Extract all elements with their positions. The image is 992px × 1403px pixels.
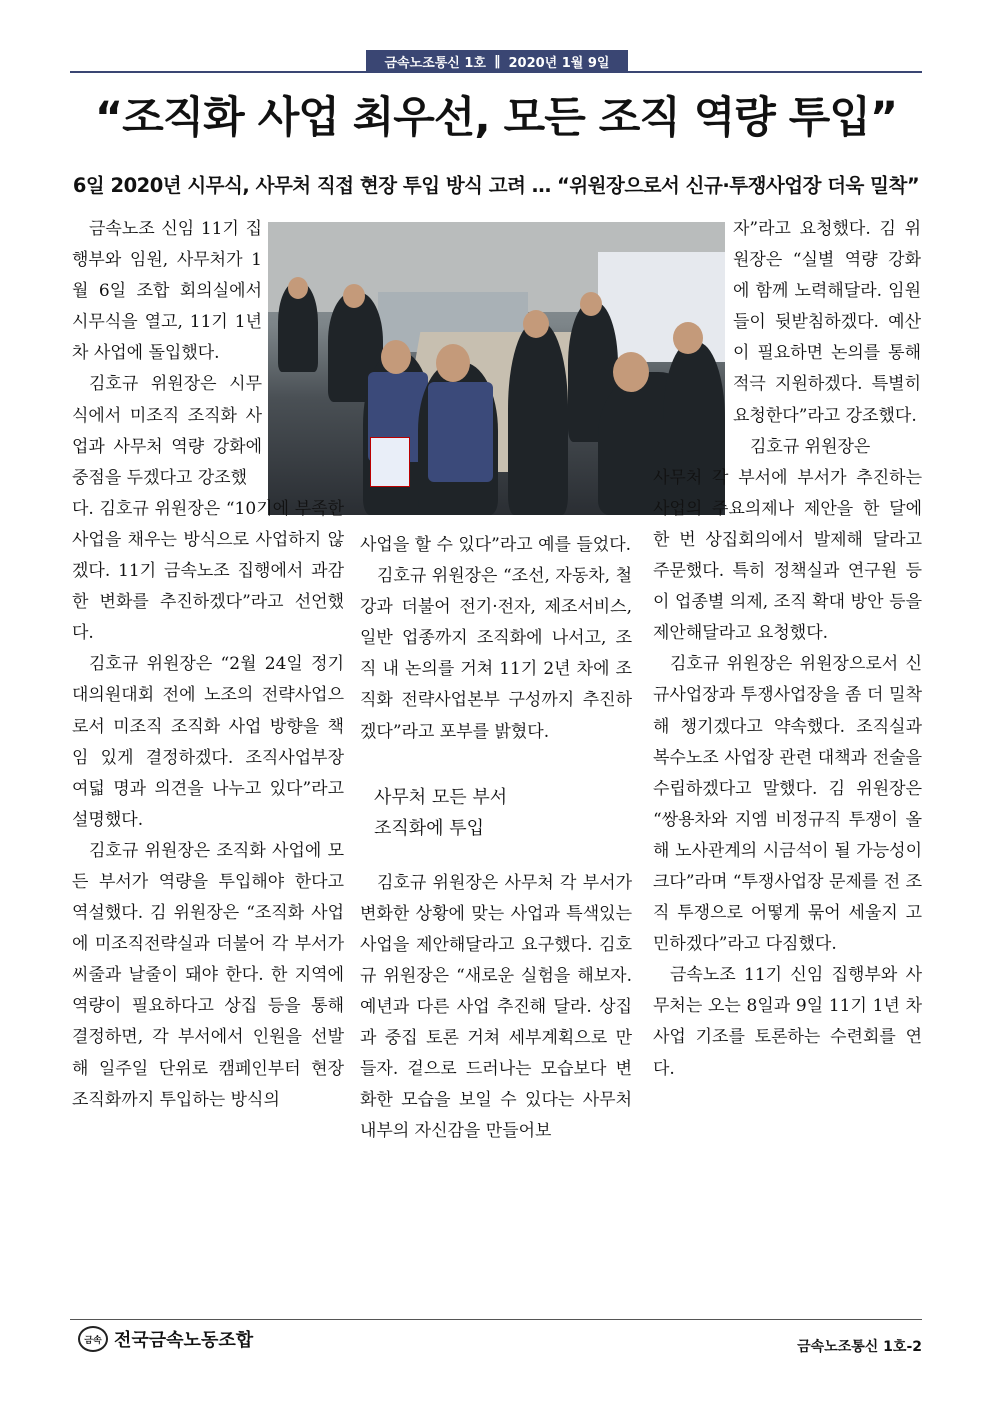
article-headline: “조직화 사업 최우선, 모든 조직 역량 투입”: [94, 93, 898, 143]
paragraph: 김호규 위원장은 “조선, 자동차, 철강과 더불어 전기·전자, 제조서비스, 일반 업종까지 조직화에 나서고, 조직 내 논의를 거쳐 11기 2년 차에 조직화 전략사업본부 구성까지 추진하겠다”라고 포부를 밝혔다.: [360, 566, 632, 742]
union-logo: [78, 1326, 253, 1352]
publication-date: 2020년 1월 9일: [508, 55, 610, 71]
paragraph: 금속노조 11기 신임 집행부와 사무처는 오는 8일과 9일 11기 1년 차 사업 기조를 토론하는 수련회를 연다.: [653, 965, 922, 1079]
header-separator: ‖: [493, 53, 501, 69]
paragraph: 사업을 할 수 있다”라고 예를 들었다.: [360, 535, 632, 555]
column-2: [360, 530, 632, 1148]
footer-rule: [70, 1319, 922, 1320]
column-1: [72, 214, 344, 1116]
paragraph: 다. 김호규 위원장은 “10기에 부족한 사업을 채우는 방식으로 사업하지 않겠다. 11기 금속노조 집행에서 과감한 변화를 추진하겠다”라고 선언했다.: [72, 498, 344, 644]
paragraph: 사무처 각 부서에 부서가 추진하는 사업의 주요의제나 제안을 한 달에 한 번 상집회의에서 발제해 달라고 주문했다. 특히 정책실과 연구원 등이 업종별 의제, 조직 확대 방안 등을 제안해달라고 요청했다.: [653, 467, 922, 644]
page-number: 금속노조통신 1호-2: [797, 1339, 922, 1355]
publication-name: 금속노조통신 1호: [384, 55, 486, 71]
paragraph: 김호규 위원장은 조직화 사업에 모든 부서가 역량을 투입해야 한다고 역설했다. 김 위원장은 “조직화 사업에 미조직전략실과 더불어 각 부서가 씨줄과 날줄이 돼야 한다. 한 지역에 역량이 필요하다고 상집 등을 통해 결정하면, 각 부서에서 인원을 선발해 일주일 단위로 캠페인부터 현장 조직화까지 투입하는 방식의: [72, 840, 344, 1110]
column-3-top: [733, 214, 921, 463]
column-1-top: [72, 214, 262, 494]
section-subtitle-line-1: 사무처 모든 부서: [374, 786, 508, 808]
paragraph: 김호규 위원장은 “2월 24일 정기대의원대회 전에 노조의 전략사업으로서 미조직 조직화 사업 방향을 책임 있게 결정하겠다. 조직사업부장 여덟 명과 의견을 나누고 있다”라고 설명했다.: [72, 654, 344, 830]
paragraph: 금속노조 신임 11기 집행부와 임원, 사무처가 1월 6일 조합 회의실에서 시무식을 열고, 11기 1년차 사업에 돌입했다.: [72, 219, 262, 364]
union-name: 전국금속노동조합: [114, 1330, 254, 1351]
paragraph: 김호규 위원장은 위원장으로서 신규사업장과 투쟁사업장을 좀 더 밀착해 챙기겠다고 약속했다. 조직실과 복수노조 사업장 관련 대책과 전술을 수립하겠다고 말했다. 김 위원장은 “쌍용차와 지엠 비정규직 투쟁이 올해 노사관계의 시금석이 될 가능성이 크다”라며 “투쟁사업장 문제를 전 조직 투쟁으로 어떻게 묶어 세울지 고민하겠다”라고 다짐했다.: [653, 654, 922, 955]
publication-header-tab: [366, 50, 628, 72]
paragraph: 자”라고 요청했다. 김 위원장은 “실별 역량 강화에 함께 노력해달라. 임원들이 뒷받침하겠다. 예산이 필요하면 논의를 통해 적극 지원하겠다. 특별히 요청한다”라고 강조했다.: [733, 219, 921, 426]
paragraph: 김호규 위원장은 시무식에서 미조직 조직화 사업과 사무처 역량 강화에 중점을 두겠다고 강조했: [72, 374, 262, 488]
paragraph: 김호규 위원장은 사무처 각 부서가 변화한 상황에 맞는 사업과 특색있는 사업을 제안해달라고 요구했다. 김호규 위원장은 “새로운 실험을 해보자. 예년과 다른 사업 추진해 달라. 상집과 중집 토론 거쳐 세부계획으로 만들자. 겉으로 드러나는 모습보다 변화한 모습을 보일 수 있다는 사무처 내부의 자신감을 만들어보: [360, 872, 632, 1142]
section-subtitle: [374, 782, 632, 844]
column-3: [653, 214, 922, 1085]
union-emblem-icon: 금속: [78, 1326, 108, 1352]
article-subheadline: 6일 2020년 시무식, 사무처 직접 현장 투입 방식 고려 … “위원장으로서 신규·투쟁사업장 더욱 밀착”: [72, 174, 920, 197]
paragraph: 김호규 위원장은: [750, 436, 871, 457]
header-rule: [70, 71, 922, 73]
section-subtitle-line-2: 조직화에 투입: [374, 817, 485, 839]
